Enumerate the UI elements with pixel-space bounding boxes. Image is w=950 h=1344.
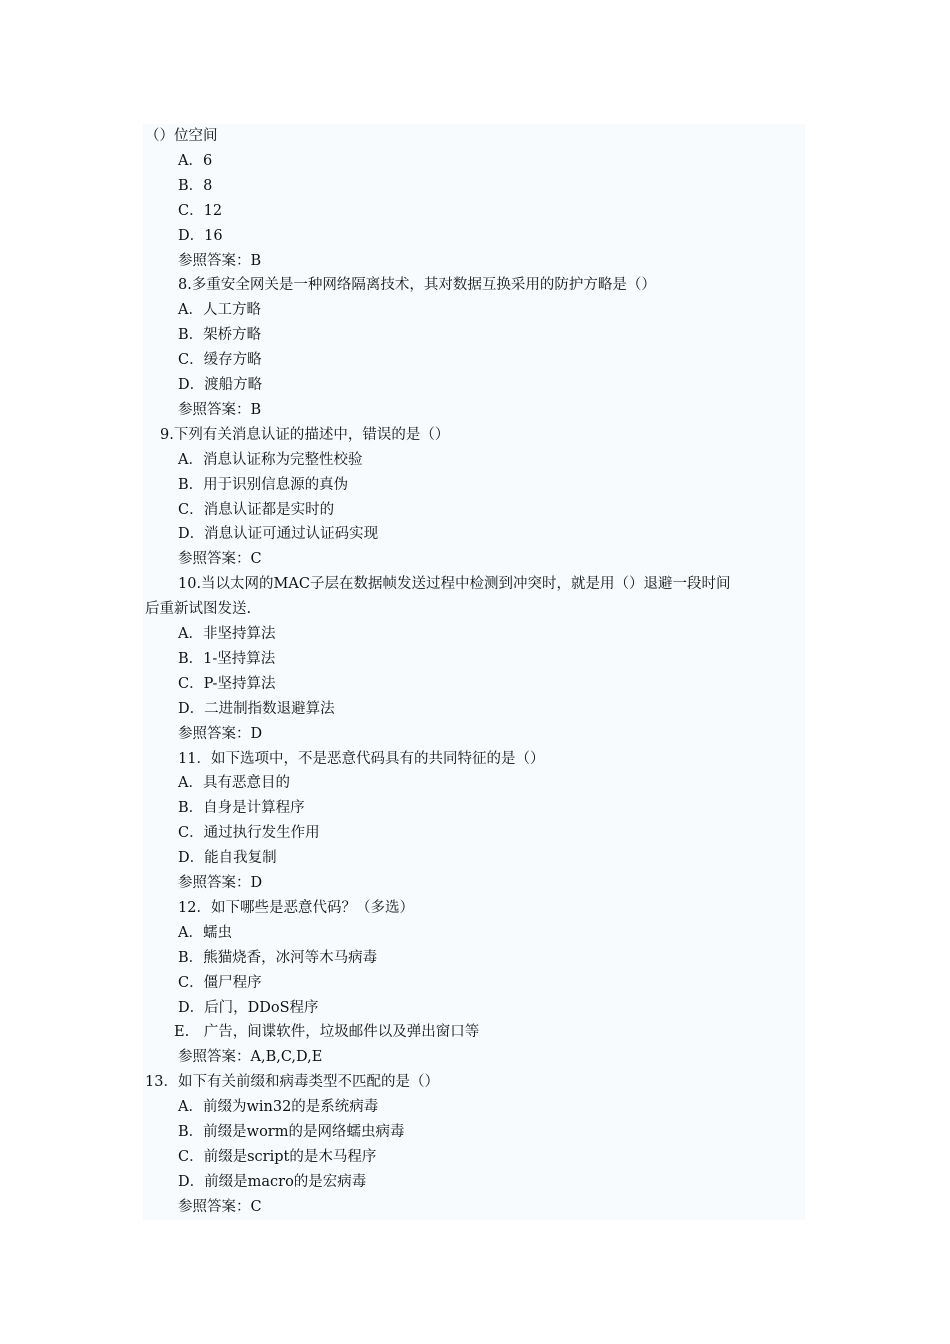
text-line: D．16 (178, 227, 223, 244)
text-line: D．前缀是macro的是宏病毒 (178, 1173, 367, 1190)
text-line: 参照答案：B (178, 252, 262, 269)
text-line: D．后门，DDoS程序 (178, 999, 319, 1016)
text-line: E. 广告，间谍软件，垃圾邮件以及弹出窗口等 (174, 1024, 480, 1041)
text-line: 参照答案：B (178, 401, 262, 418)
text-line: 12．如下哪些是恶意代码？（多选） (178, 899, 414, 916)
text-line: A．具有恶意目的 (178, 775, 290, 792)
text-line: （）位空间 (145, 128, 218, 144)
text-line: C．通过执行发生作用 (178, 825, 320, 842)
text-line: B．用于识别信息源的真伪 (178, 476, 349, 493)
text-line: D．消息认证可通过认证码实现 (178, 526, 379, 543)
text-line: 13．如下有关前缀和病毒类型不匹配的是（） (145, 1074, 439, 1091)
text-line: 9.下列有关消息认证的描述中，错误的是（） (160, 426, 450, 443)
text-line: C．缓存方略 (178, 352, 262, 369)
text-line: A．6 (178, 152, 213, 169)
text-line: A．前缀为win32的是系统病毒 (178, 1099, 379, 1116)
text-line: 参照答案：D (178, 875, 263, 891)
text-line: C．前缀是script的是木马程序 (178, 1148, 377, 1165)
text-line: B．架桥方略 (178, 327, 262, 344)
text-line: 后重新试图发送. (145, 601, 252, 618)
text-line: B．熊猫烧香，冰河等木马病毒 (178, 949, 378, 966)
text-line: B．自身是计算程序 (178, 800, 305, 817)
text-line: A．蠕虫 (178, 924, 232, 941)
text-line: B．1-坚持算法 (178, 650, 276, 667)
text-line: A．非坚持算法 (178, 626, 276, 642)
text-line: C．12 (178, 202, 223, 219)
text-line: 8.多重安全网关是一种网络隔离技术，其对数据互换采用的防护方略是（） (178, 277, 656, 294)
text-line: 参照答案：C (178, 551, 262, 568)
text-line: D．渡船方略 (178, 377, 263, 393)
text-line: 10.当以太网的MAC子层在数据帧发送过程中检测到冲突时，就是用（）退避一段时间 (178, 576, 731, 593)
text-line: D．能自我复制 (178, 850, 277, 867)
text-line: 参照答案：A,B,C,D,E (178, 1049, 323, 1066)
text-line: D．二进制指数退避算法 (178, 700, 335, 717)
text-line: C．P-坚持算法 (178, 675, 276, 692)
text-line: 11．如下选项中，不是恶意代码具有的共同特征的是（） (178, 750, 545, 767)
text-line: 参照答案：C (178, 1198, 262, 1215)
document-page (143, 124, 805, 1220)
text-line: C．消息认证都是实时的 (178, 501, 335, 518)
text-line: A．消息认证称为完整性校验 (178, 451, 363, 468)
text-line: C．僵尸程序 (178, 974, 262, 991)
text-line: B．前缀是worm的是网络蠕虫病毒 (178, 1124, 405, 1140)
text-line: 参照答案：D (178, 725, 263, 742)
text-line: A．人工方略 (178, 302, 261, 319)
text-line: B．8 (178, 177, 213, 194)
